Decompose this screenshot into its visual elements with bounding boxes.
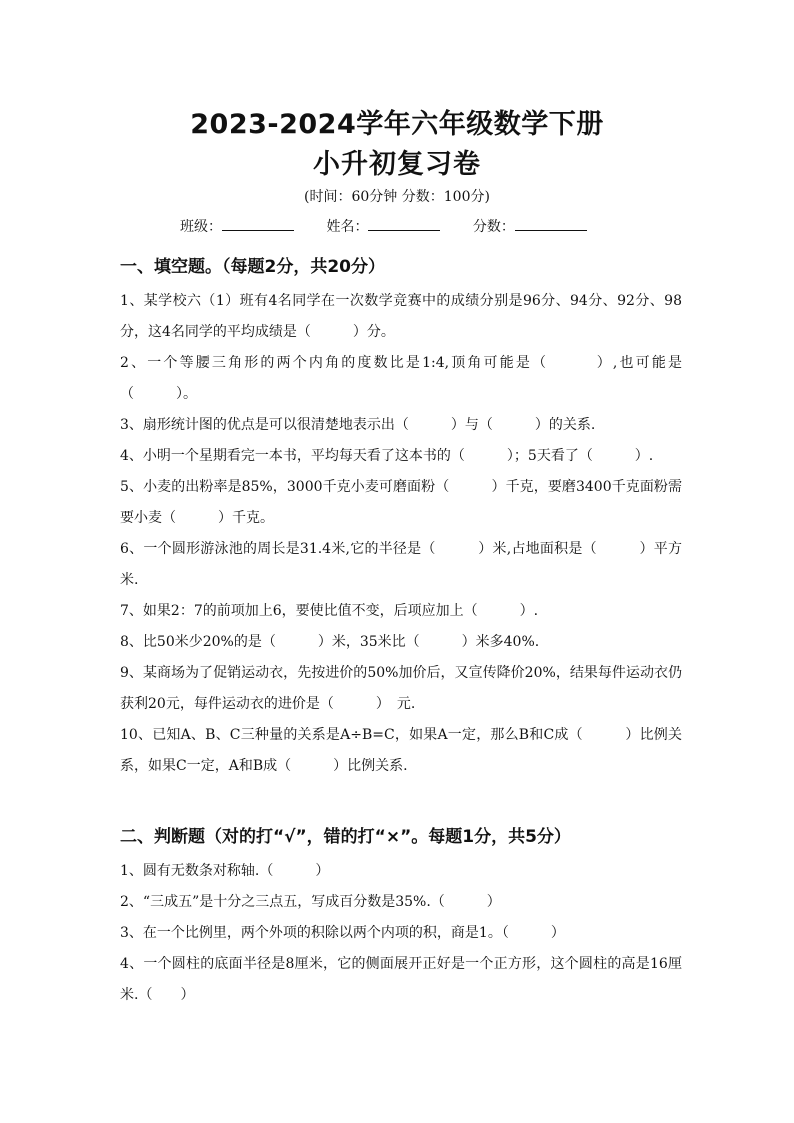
score-blank xyxy=(515,218,587,231)
class-field xyxy=(180,216,294,236)
name-blank xyxy=(368,218,440,231)
score-label: 分数： xyxy=(472,219,515,235)
question-item: 1、圆有无数条对称轴.（ ） xyxy=(120,863,330,879)
class-label: 班级： xyxy=(180,219,222,235)
name-field xyxy=(326,216,440,236)
question-item: 8、比50米少20%的是（ ）米，35米比（ ）米多40%. xyxy=(120,634,540,650)
question-item: 5、小麦的出粉率是85%，3000千克小麦可磨面粉（ ）千克，要磨3400千克面粉需要小麦（ ）千克。 xyxy=(120,479,682,526)
question-item: 6、一个圆形游泳池的周长是31.4米,它的半径是（ ）米,占地面积是（ ）平方米. xyxy=(120,541,682,588)
question-item: 2、一个等腰三角形的两个内角的度数比是1:4,顶角可能是（ ）,也可能是（ ）。 xyxy=(120,355,682,402)
question-item: 4、小明一个星期看完一本书，平均每天看了这本书的（ ）；5天看了（ ）. xyxy=(120,448,654,464)
page-subtitle: 小升初复习卷 xyxy=(313,149,481,180)
question-item: 1、某学校六（1）班有4名同学在一次数学竞赛中的成绩分别是96分、94分、92分、98分，这4名同学的平均成绩是（ ）分。 xyxy=(120,293,682,340)
fill-in-questions xyxy=(120,286,682,782)
question-item: 3、在一个比例里，两个外项的积除以两个内项的积，商是1。（ ） xyxy=(120,925,565,941)
question-item: 2、“三成五”是十分之三点五，写成百分数是35%.（ ） xyxy=(120,894,501,910)
question-item: 9、某商场为了促销运动衣，先按进价的50%加价后，又宣传降价20%，结果每件运动衣仍获利20元，每件运动衣的进价是（ ） 元. xyxy=(120,665,682,712)
question-item: 3、扇形统计图的优点是可以很清楚地表示出（ ）与（ ）的关系. xyxy=(120,417,596,433)
class-blank xyxy=(222,218,294,231)
question-item: 7、如果2：7的前项加上6，要使比值不变，后项应加上（ ）. xyxy=(120,603,539,619)
question-item: 4、一个圆柱的底面半径是8厘米，它的侧面展开正好是一个正方形，这个圆柱的高是16厘米.（ ） xyxy=(120,956,682,1003)
student-fields xyxy=(180,216,660,236)
exam-info: (时间：60分钟 分数：100分) xyxy=(304,189,490,205)
true-false-questions xyxy=(120,856,682,1011)
page-title: 2023-2024学年六年级数学下册 xyxy=(190,109,604,140)
name-label: 姓名： xyxy=(326,219,369,235)
section-heading-fill-in: 一、填空题。（每题2分，共20分） xyxy=(120,257,385,277)
score-field xyxy=(473,216,587,236)
question-item: 10、已知A、B、C三种量的关系是A÷B=C，如果A一定，那么B和C成（ ）比例关系，如果C一定，A和B成（ ）比例关系. xyxy=(120,727,682,774)
section-heading-true-false: 二、判断题（对的打“√”，错的打“×”。每题1分，共5分） xyxy=(120,827,571,847)
